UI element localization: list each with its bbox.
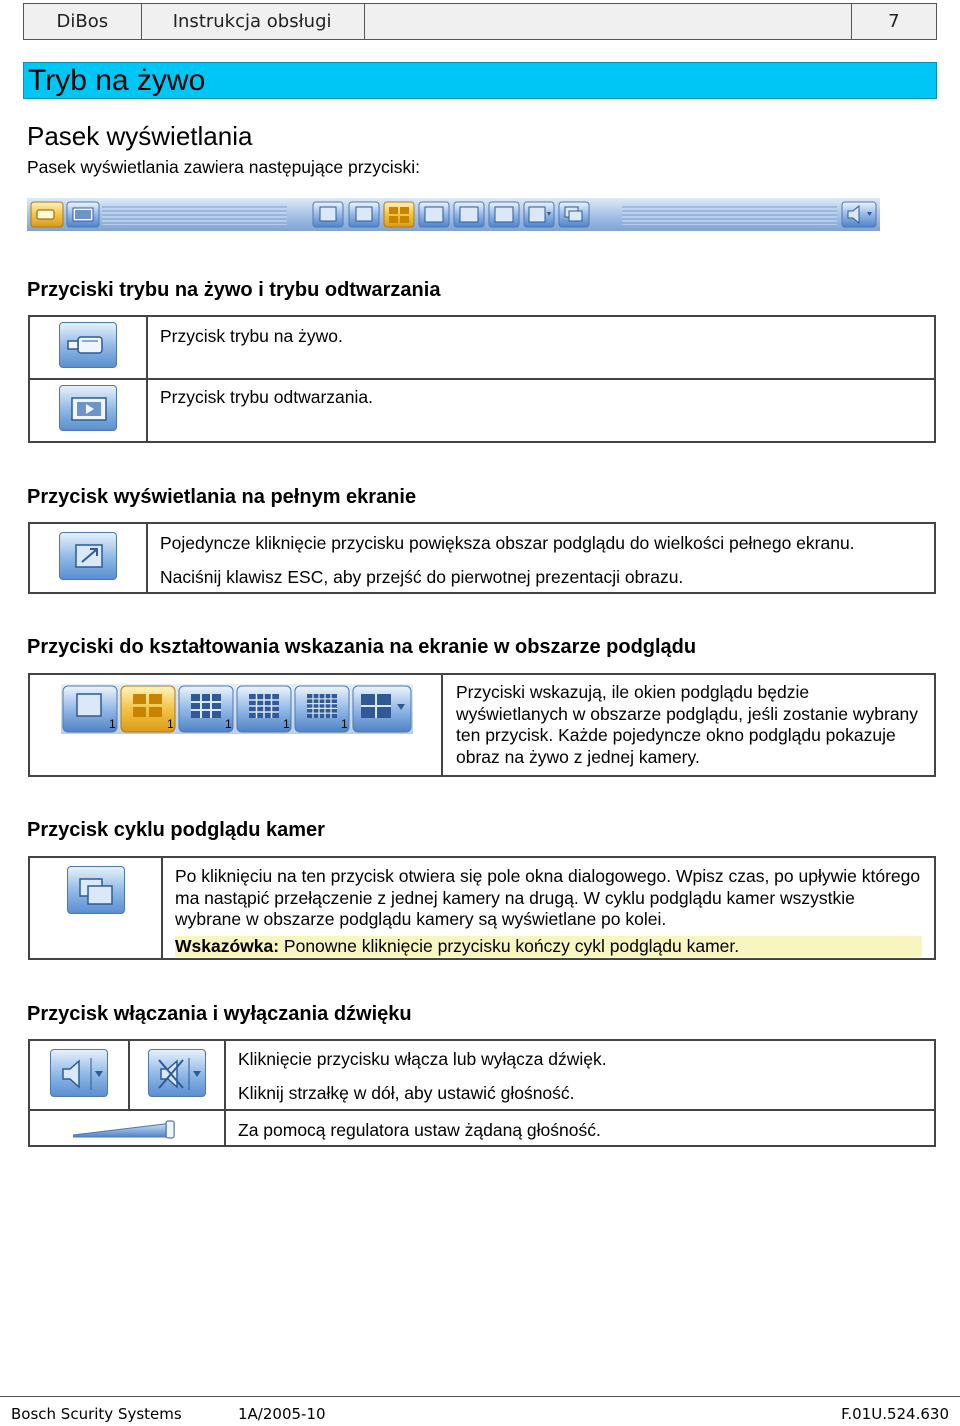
- speaker-muted-icon: [149, 1050, 207, 1098]
- sequence-button-cell: [29, 857, 162, 959]
- speaker-button[interactable]: [50, 1049, 108, 1097]
- speaker-button-cell: [29, 1040, 129, 1110]
- mute-button[interactable]: [148, 1049, 206, 1097]
- layout-description: Przyciski wskazują, ile okien podglądu będzie wyświetlanych w obszarze podglądu, jeśli zostanie wybrany ten przycisk. Każde pojedyncze okno podglądu pokazuje obraz na żywo z jednej kamery.: [442, 674, 935, 776]
- footer-version: 1A/2005-10: [238, 1405, 326, 1423]
- speaker-icon: [51, 1050, 109, 1098]
- sequence-hint: [175, 936, 922, 958]
- toolbar-sound-button[interactable]: [842, 202, 876, 227]
- sequence-button[interactable]: [67, 866, 125, 914]
- toolbar-layout-custom-button[interactable]: [524, 202, 554, 227]
- live-mode-button[interactable]: [59, 322, 117, 368]
- header-product: DiBos: [24, 4, 142, 39]
- section-title-sound: Przycisk włączania i wyłączania dźwięku: [27, 1003, 412, 1025]
- layout-badge-1: 1: [109, 717, 116, 731]
- sound-description: [225, 1040, 935, 1110]
- fullscreen-line-1: Pojedyncze kliknięcie przycisku powiększa obszar podglądu do wielkości pełnego ekranu.: [160, 533, 855, 553]
- fullscreen-button-cell: [29, 523, 147, 593]
- toolbar-playback-button[interactable]: [67, 202, 99, 227]
- film-icon: [60, 386, 118, 432]
- sound-line-1: Kliknięcie przycisku włącza lub wyłącza dźwięk.: [238, 1049, 607, 1069]
- sound-line-3: Za pomocą regulatora ustaw żądaną głośność.: [225, 1110, 935, 1146]
- toolbar-fullscreen-button[interactable]: [313, 202, 343, 227]
- layout-custom-icon[interactable]: [353, 686, 411, 732]
- header-page-number: 7: [888, 11, 900, 32]
- layout-badge-2: 1: [167, 717, 174, 731]
- live-mode-description: Przycisk trybu na żywo.: [147, 316, 935, 379]
- muted-button-cell: [129, 1040, 225, 1110]
- layout-buttons-cell: [29, 674, 442, 776]
- sequence-text: Po kliknięciu na ten przycisk otwiera się pole okna dialogowego. Wpisz czas, po upływie którego ma nastąpić przełączenie z jednej kamery na drugą. W cyklu podglądu kamer wszystkie wybrane w obszarze podglądu kamery są wyświetlane po kolei.: [175, 866, 921, 929]
- fullscreen-description: [147, 523, 935, 593]
- layout-table: [28, 673, 936, 777]
- footer-divider: [0, 1396, 960, 1397]
- toolbar-layout-4-button[interactable]: [384, 202, 414, 227]
- toolbar-layout-1-button[interactable]: [349, 202, 379, 227]
- layout-badge-5: 1: [341, 717, 348, 731]
- chapter-title: Tryb na żywo: [28, 64, 206, 97]
- toolbar-layout-16-button[interactable]: [454, 202, 484, 227]
- footer-company: Bosch Scurity Systems: [11, 1405, 182, 1423]
- camera-sequence-icon: [68, 867, 126, 915]
- display-bar-intro: Pasek wyświetlania zawiera następujące przyciski:: [27, 157, 420, 177]
- layout-badge-4: 1: [283, 717, 290, 731]
- section-title-sequence: Przycisk cyklu podglądu kamer: [27, 819, 325, 841]
- fullscreen-line-2: Naciśnij klawisz ESC, aby przejść do pierwotnej prezentacji obrazu.: [160, 566, 684, 587]
- hint-text: Ponowne kliknięcie przycisku kończy cykl podglądu kamer.: [279, 935, 740, 956]
- volume-slider-icon[interactable]: [73, 1119, 181, 1139]
- sound-table: [28, 1039, 936, 1147]
- toolbar-live-button[interactable]: [31, 202, 63, 227]
- fullscreen-icon: [60, 533, 118, 581]
- volume-slider-cell: [29, 1110, 225, 1146]
- sequence-table: [28, 856, 936, 960]
- footer-code: F.01U.524.630: [841, 1405, 949, 1423]
- chapter-banner: [23, 62, 937, 99]
- playback-mode-description: Przycisk trybu odtwarzania.: [147, 379, 935, 442]
- toolbar-layout-25-button[interactable]: [489, 202, 519, 227]
- live-button-cell: [29, 316, 147, 379]
- toolbar-layout-9-button[interactable]: [419, 202, 449, 227]
- camera-icon: [60, 323, 118, 369]
- live-playback-table: [28, 315, 936, 443]
- hint-label: Wskazówka:: [175, 935, 280, 956]
- fullscreen-table: [28, 522, 936, 594]
- header-doc-title: Instrukcja obsługi: [142, 4, 366, 39]
- toolbar-sequence-button[interactable]: [559, 202, 589, 227]
- layout-badge-3: 1: [225, 717, 232, 731]
- page-header: [23, 3, 937, 40]
- section-title-layout: Przyciski do kształtowania wskazania na ekranie w obszarze podglądu: [27, 636, 697, 658]
- playback-button-cell: [29, 379, 147, 442]
- playback-mode-button[interactable]: [59, 385, 117, 431]
- sequence-description: [162, 857, 935, 959]
- fullscreen-button[interactable]: [59, 532, 117, 580]
- section-title-live-playback: Przyciski trybu na żywo i trybu odtwarzania: [27, 279, 441, 301]
- header-blank: [365, 4, 852, 39]
- section-title-fullscreen: Przycisk wyświetlania na pełnym ekranie: [27, 486, 417, 508]
- section-title-display-bar: Pasek wyświetlania: [27, 121, 253, 151]
- sound-line-2: Kliknij strzałkę w dół, aby ustawić głośność.: [238, 1082, 575, 1103]
- layout-buttons-strip: [61, 684, 413, 734]
- display-toolbar: [27, 198, 880, 231]
